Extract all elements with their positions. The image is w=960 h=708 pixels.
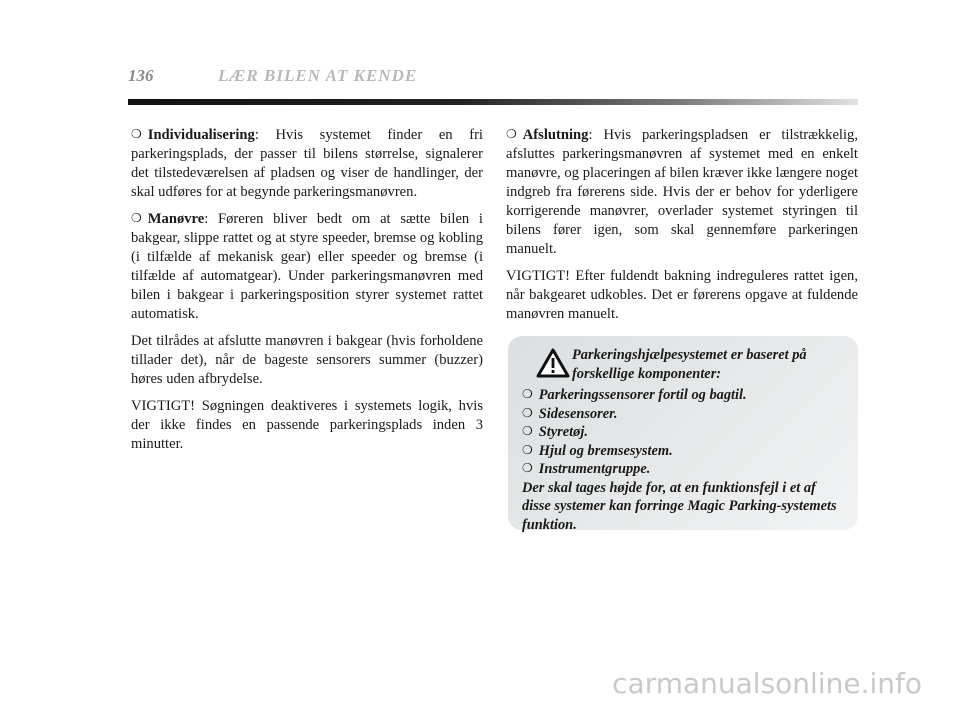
left-column [131,126,483,462]
text-afslutning: : Hvis parkeringspladsen er tilstrækkelig, afsluttes parkeringsmanøvren af systemet med en enkelt manøvre, og placeringen af bilen kræver ikke længere noget indgreb fra førerens side. Hvis der er behov for yderligere korrigerende manøvrer, overlader systemet styringen til bilens fører igen, som skal gennemføre parkeringen manuelt. [506,127,858,257]
bullet-icon: ❍ [522,461,533,475]
list-item-text: Sidesensorer. [538,405,618,422]
right-column [506,126,858,332]
warning-heading: Parkeringshjælpesystemet er baseret på forskellige komponenter: [572,347,807,382]
paragraph-manoevre [131,210,483,324]
list-item [522,442,844,461]
list-item-text: Styretøj. [538,424,588,440]
bullet-icon: ❍ [131,211,142,225]
list-item [522,386,844,405]
text-individualisering: : Hvis systemet finder en fri parkeringsplads, der passer til bilens størrelse, signalerer det tilstedeværelsen af pladsen og viser de handlinger, der skal udføres for at begynde parkeringsmanøvren. [131,127,483,200]
list-item [522,405,844,424]
list-item [522,460,844,479]
bullet-icon: ❍ [131,127,142,141]
paragraph-individualisering [131,126,483,202]
paragraph-important-steering: VIGTIGT! Efter fuldendt bakning indreguleres rattet igen, når bakgearet udkobles. Det er førerens opgave at fuldende manøvren manuelt. [506,268,858,322]
page-number: 136 [128,66,154,85]
warning-heading-block [522,346,844,384]
bullet-icon: ❍ [506,127,517,141]
warning-component-list [522,386,844,479]
paragraph-advice: Det tilrådes at afslutte manøvren i bakgear (hvis forholdene tillader det), når de bageste sensorers summer (buzzer) høres uden afbrydelse. [131,333,483,387]
page-header-title: LÆR BILEN AT KENDE [218,66,418,85]
list-item [522,423,844,442]
warning-triangle-icon [536,348,570,378]
term-afslutning: Afslutning [522,127,589,143]
term-manoevre: Manøvre [147,211,205,227]
warning-box [508,336,858,533]
bullet-icon: ❍ [522,424,533,438]
term-individualisering: Individualisering [147,127,255,143]
bullet-icon: ❍ [522,442,533,457]
paragraph-afslutning [506,126,858,259]
text-manoevre: : Føreren bliver bedt om at sætte bilen i bakgear, slippe rattet og at styre speeder, bremse og kobling (i tilfælde af mekanisk gear) eller speeder og bremse (i tilfælde af automatgear). Under parkeringsmanøvren med bilen i bakgear i parkeringsposition styrer systemet rattet automatisk. [131,211,483,322]
bullet-icon: ❍ [522,387,533,401]
list-item-text: Parkeringssensorer fortil og bagtil. [538,387,747,403]
paragraph-important-search: VIGTIGT! Søgningen deaktiveres i systemets logik, hvis der ikke findes en passende parkeringsplads inden 3 minutter. [131,398,483,452]
header-rule [128,99,858,105]
list-item-text: Hjul og bremsesystem. [538,442,673,459]
watermark: carmanualsonline.info [612,667,922,700]
list-item-text: Instrumentgruppe. [538,461,651,477]
warning-footer: Der skal tages højde for, at en funktionsfejl i et af disse systemer kan forringe Magic Parking-systemets funktion. [522,479,837,533]
bullet-icon: ❍ [522,405,533,420]
